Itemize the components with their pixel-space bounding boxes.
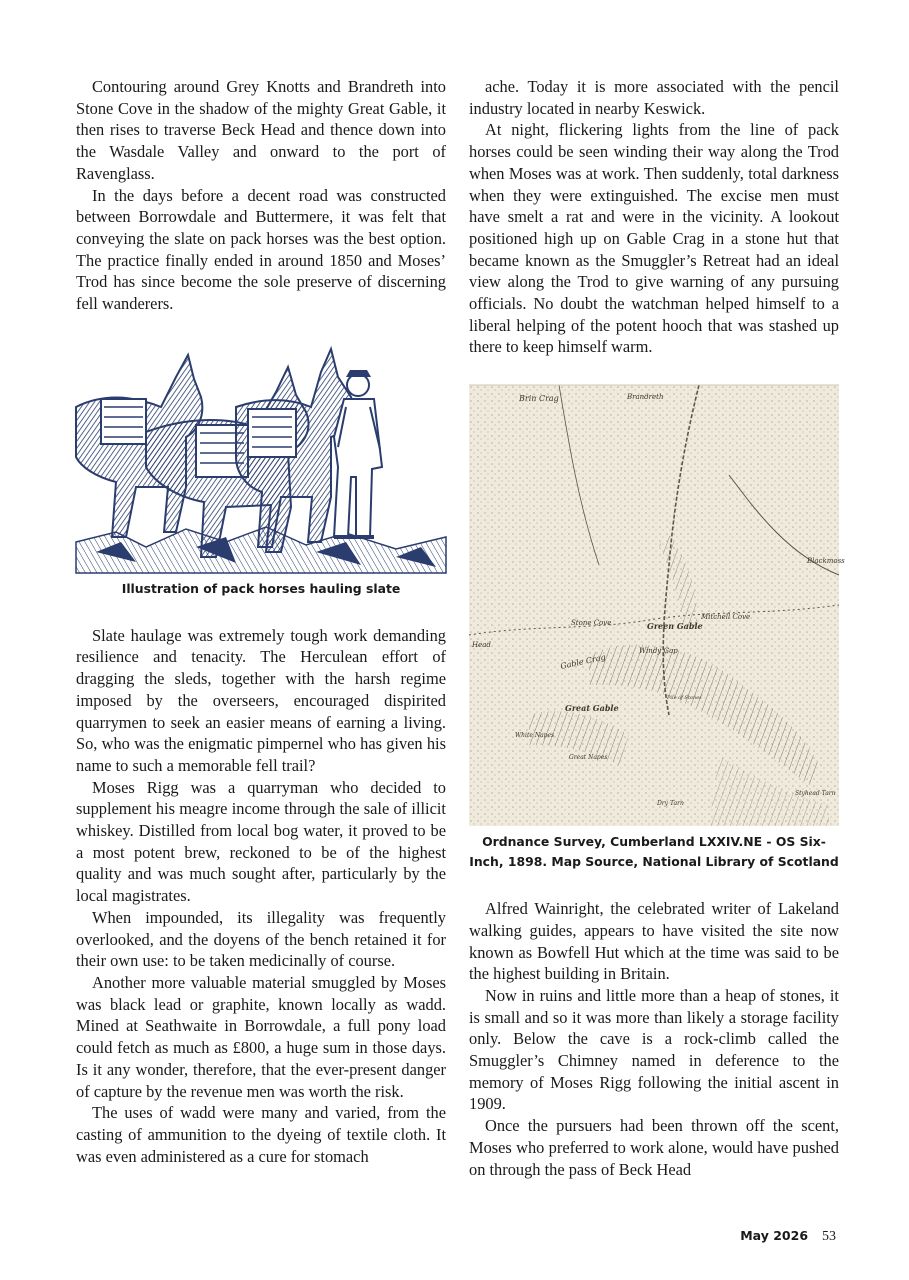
page-footer [740, 1228, 836, 1245]
issue-date: May 2026 [740, 1228, 809, 1243]
paragraph: At night, flickering lights from the line of pack horses could be seen winding their way along the Trod when Moses was at work. Then suddenly, total darkness when they were extinguished. The excise men must have smelt a rat and were in the vicinity. A lookout positioned high up on Gable Crag in a stone hut that became known as the Smuggler’s Retreat had an ideal view along the Trod to give warning of any pursuing officials. No doubt the watchman helped himself to a liberal helping of the potent hooch that was stashed up there to keep himself warm. [469, 120, 839, 357]
map-figure [469, 385, 845, 872]
map-label-blackmoss: Blackmoss [807, 557, 845, 566]
paragraph: Moses Rigg was a quarryman who decided to supplement his meagre income through the sale of illicit whiskey. Distilled from local bog water, it proved to be a most potent brew, reckoned to be of the highest quality and was much sought after, particularly by the local magistrates. [76, 777, 446, 906]
map-label-white-napes: White Napes [515, 732, 555, 740]
map-label-dry-tarn: Dry Tarn [657, 800, 684, 808]
paragraph: Another more valuable material smuggled by Moses was black lead or graphite, known locally as wadd. Mined at Seathwaite in Borrowdale, a full pony load could fetch as much as £800, a huge sum in those days. Is it any wonder, therefore, that the ever-present danger of capture by the revenue men was worth the risk. [76, 972, 446, 1101]
page-number: 53 [822, 1229, 836, 1244]
ordnance-survey-map [469, 385, 845, 826]
map-label-great-gable: Great Gable [565, 703, 619, 714]
pack-horse-figure [76, 337, 446, 599]
paragraph: Now in ruins and little more than a heap of stones, it is small and so it was more than likely a storage facility only. Below the cave is a rock-climb called the Smuggler’s Chimney named in deference to the memory of Moses Rigg following the initial ascent in 1909. [469, 985, 839, 1114]
map-label-head: Head [472, 641, 491, 650]
right-column [469, 76, 845, 1180]
figure-caption: Ordnance Survey, Cumberland LXXIV.NE - OS Six-Inch, 1898. Map Source, National Library of Scotland [469, 834, 839, 870]
map-label-styhead-tarn: Styhead Tarn [795, 790, 836, 798]
paragraph: ache. Today it is more associated with the pencil industry located in nearby Keswick. [469, 77, 839, 118]
map-label-mitchell-cove: Mitchell Cove [701, 613, 751, 622]
map-label-brin-crag: Brin Crag [519, 394, 559, 404]
map-label-windy-gap: Windy Gap [639, 647, 678, 656]
paragraph: The uses of wadd were many and varied, from the casting of ammunition to the dyeing of textile cloth. It was even administered as a cure for stomach [76, 1103, 446, 1166]
paragraph: Contouring around Grey Knotts and Brandreth into Stone Cove in the shadow of the mighty Great Gable, it then rises to traverse Beck Head and thence down into the Wasdale Valley and onward to the port of Ravenglass. [76, 77, 446, 183]
left-column [76, 76, 446, 1167]
figure-caption: Illustration of pack horses hauling slate [121, 580, 401, 596]
paragraph: In the days before a decent road was constructed between Borrowdale and Buttermere, it was felt that conveying the slate on pack horses was the best option. The practice finally ended in around 1850 and Moses’ Trod has since become the sole preserve of discerning fell wanderers. [76, 185, 446, 314]
paragraph: When impounded, its illegality was frequently overlooked, and the doyens of the bench retained it for their own use: to be taken medicinally of course. [76, 907, 446, 971]
map-label-brandreth: Brandreth [627, 393, 664, 402]
map-label-great-napes: Great Napes [569, 754, 608, 762]
map-label-gable-crag: Gable Crag [559, 652, 607, 672]
paragraph: Slate haulage was extremely tough work demanding resilience and tenacity. The Herculean effort of dragging the sleds, together with the harsh regime imposed by the overseers, encouraged dispirited quarrymen to seek an easier means of earning a living. So, who was the enigmatic pimpernel who has given his name to such a memorable fell trail? [76, 625, 446, 775]
paragraph: Once the pursuers had been thrown off the scent, Moses who preferred to work alone, would have pushed on through the pass of Beck Head [469, 1116, 839, 1179]
map-label-pile-of-stones: Pile of Stones [667, 695, 702, 702]
paragraph: Alfred Wainright, the celebrated writer of Lakeland walking guides, appears to have visited the site now known as Bowfell Hut which at the time was said to be the highest building in Britain. [469, 899, 839, 984]
pack-horse-illustration [76, 337, 446, 573]
map-label-stone-cove: Stone Cove [571, 619, 612, 628]
map-label-green-gable: Green Gable [647, 621, 703, 632]
